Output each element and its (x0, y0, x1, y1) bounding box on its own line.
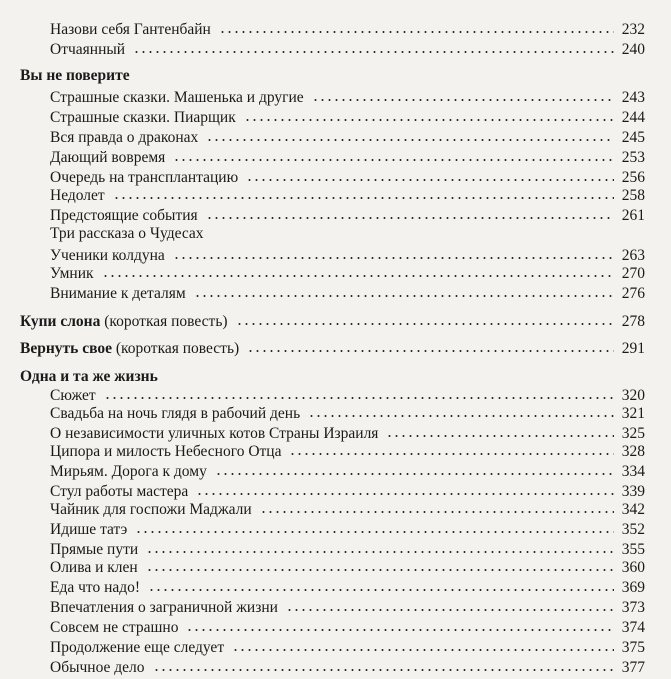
toc-title (50, 148, 165, 167)
toc-title-text: Свадьба на ночь глядя в рабочий день (50, 405, 301, 422)
toc-entry (0, 264, 671, 283)
toc-page-number: 355 (621, 541, 645, 558)
toc-title-text: Отчаянный (50, 41, 126, 58)
toc-title (50, 186, 105, 205)
toc-entry (0, 598, 671, 617)
toc-section (0, 66, 671, 85)
toc-section (0, 367, 671, 386)
dot-leader (308, 415, 614, 417)
toc-title-text: Назови себя Гантенбайн (50, 21, 211, 38)
dot-leader (289, 453, 613, 455)
dot-leader (186, 629, 613, 631)
dot-leader (246, 179, 614, 181)
toc-title (20, 339, 239, 358)
toc-title (50, 88, 304, 107)
toc-entry (0, 284, 671, 303)
toc-page-number: 276 (621, 285, 645, 302)
toc-title-text: Недолет (50, 187, 105, 204)
dot-leader (247, 350, 614, 352)
dot-leader (206, 139, 613, 141)
toc-page-number: 253 (621, 149, 645, 166)
dot-leader (232, 649, 614, 651)
toc-entry (0, 540, 671, 559)
toc-title (50, 500, 252, 519)
toc-title (50, 168, 238, 187)
toc-entry (0, 558, 671, 577)
toc-entry (0, 88, 671, 107)
toc-title-text: Очередь на трансплантацию (50, 169, 239, 186)
dot-leader (236, 323, 614, 325)
toc-title (50, 598, 278, 617)
toc-title-text: Обычное дело (50, 659, 145, 676)
toc-title-text: Вся правда о драконах (50, 129, 199, 146)
dot-leader (196, 493, 613, 495)
toc-title-text: Олива и клен (50, 559, 138, 576)
toc-page-number: 328 (621, 443, 645, 460)
toc-title-text: Продолжение еще следует (50, 639, 225, 656)
toc-title-text: Умник (50, 265, 94, 282)
toc-title (50, 482, 188, 501)
dot-leader (102, 275, 614, 277)
dot-leader (153, 669, 614, 671)
dot-leader (194, 295, 614, 297)
toc-title (50, 404, 300, 423)
toc-entry (0, 520, 671, 539)
toc-title (50, 520, 127, 539)
toc-title (50, 578, 140, 597)
dot-leader (260, 511, 614, 513)
toc-title-text: Страшные сказки. Пиарщик (50, 109, 236, 126)
toc-entry (0, 128, 671, 147)
toc-entry (0, 224, 671, 243)
toc-title (20, 66, 130, 85)
toc-page-number: 369 (621, 579, 645, 596)
toc-title-text: Идише татэ (50, 521, 128, 538)
dot-leader (173, 159, 613, 161)
toc-title (50, 558, 138, 577)
toc-title (50, 424, 378, 443)
toc-page-number: 377 (621, 659, 645, 676)
toc-title (50, 462, 207, 481)
toc-title (50, 386, 96, 405)
dot-leader (244, 119, 614, 121)
toc-title (50, 206, 198, 225)
toc-title-text: Совсем не страшно (50, 619, 179, 636)
toc-title (50, 658, 145, 677)
toc-page-number: 245 (621, 129, 645, 146)
toc-section (0, 312, 671, 331)
dot-leader (286, 609, 614, 611)
toc-entry (0, 658, 671, 677)
toc-entry (0, 500, 671, 519)
toc-title-text: Стул работы мастера (50, 483, 189, 500)
toc-title-text: Впечатления о заграничной жизни (50, 599, 278, 616)
toc-page-number: 325 (621, 425, 645, 442)
toc-section (0, 339, 671, 358)
toc-entry (0, 482, 671, 501)
toc-entry (0, 168, 671, 187)
toc-title-text: Чайник для госпожи Маджали (50, 501, 252, 518)
toc-page-number: 291 (621, 340, 645, 357)
dot-leader (386, 435, 613, 437)
dot-leader (215, 473, 614, 475)
toc-page-number: 334 (621, 463, 645, 480)
dot-leader (135, 531, 613, 533)
toc-page-number: 278 (621, 313, 645, 330)
toc-title-text: (короткая повесть) (111, 340, 240, 357)
toc-page-number: 256 (621, 169, 645, 186)
toc-page-number: 375 (621, 639, 645, 656)
toc-title (50, 284, 186, 303)
toc-title-text: Три рассказа о Чудесах (50, 225, 204, 242)
toc-page-number: 373 (621, 599, 645, 616)
toc-entry (0, 148, 671, 167)
toc-title-text: Прямые пути (50, 541, 139, 558)
toc-title-text: О независимости уличных котов Страны Израиля (50, 425, 379, 442)
toc-entry (0, 108, 671, 127)
toc-entry (0, 638, 671, 657)
toc-entry (0, 40, 671, 59)
toc-page-number: 244 (621, 109, 645, 126)
toc-title (50, 442, 281, 461)
toc-entry (0, 404, 671, 423)
toc-title (50, 638, 224, 657)
toc-entry (0, 442, 671, 461)
toc-page-number: 339 (621, 483, 645, 500)
dot-leader (219, 31, 614, 33)
toc-title (50, 40, 125, 59)
toc-title (20, 367, 158, 386)
dot-leader (146, 551, 614, 553)
toc-title-text: Мирьям. Дорога к дому (50, 463, 207, 480)
toc-page-number: 374 (621, 619, 645, 636)
toc-page-number: 261 (621, 207, 645, 224)
toc-title-text: Дающий вовремя (50, 149, 166, 166)
toc-title-text: Страшные сказки. Машенька и другие (50, 89, 304, 106)
toc-title (20, 312, 228, 331)
toc-title-text: (короткая повесть) (100, 313, 228, 330)
dot-leader (113, 197, 614, 199)
toc-title (50, 540, 138, 559)
toc-entry (0, 246, 671, 265)
toc-title (50, 618, 178, 637)
toc-page-number: 232 (621, 21, 645, 38)
toc-section-title: Вернуть свое (20, 340, 112, 357)
dot-leader (133, 51, 614, 53)
toc-title-text: Предстоящие события (50, 207, 198, 224)
toc-entry (0, 20, 671, 39)
toc-title-text: Еда что надо! (50, 579, 141, 596)
toc-title-text: Ципора и милость Небесного Отца (50, 443, 282, 460)
toc-page-number: 243 (621, 89, 645, 106)
toc-title (50, 128, 198, 147)
toc-title (50, 224, 204, 243)
toc-page-number: 360 (621, 559, 645, 576)
toc-title (50, 264, 94, 283)
toc-section-title: Купи слона (20, 313, 101, 330)
toc-title (50, 246, 165, 265)
toc-section-title: Одна и та же жизнь (20, 368, 158, 385)
toc-page-number: 258 (621, 187, 645, 204)
toc-page-number: 352 (621, 521, 645, 538)
toc-page-number: 321 (621, 405, 645, 422)
dot-leader (104, 397, 614, 399)
toc-entry (0, 578, 671, 597)
toc-title (50, 108, 236, 127)
toc-entry (0, 424, 671, 443)
toc-title-text: Внимание к деталям (50, 285, 186, 302)
dot-leader (148, 589, 614, 591)
toc-page-number: 342 (621, 501, 645, 518)
toc-page-number: 270 (621, 265, 645, 282)
toc-title (50, 20, 211, 39)
toc-page-number: 240 (621, 41, 645, 58)
toc-title-text: Ученики колдуна (50, 247, 165, 264)
toc-title-text: Сюжет (50, 387, 96, 404)
toc-entry (0, 386, 671, 405)
toc-entry (0, 618, 671, 637)
dot-leader (146, 569, 614, 571)
toc-entry (0, 206, 671, 225)
dot-leader (206, 217, 614, 219)
dot-leader (312, 99, 614, 101)
toc-entry (0, 462, 671, 481)
toc-section-title: Вы не поверите (20, 67, 130, 84)
dot-leader (173, 257, 614, 259)
toc-page-number: 263 (621, 247, 645, 264)
toc-entry (0, 186, 671, 205)
toc-page-number: 320 (621, 387, 645, 404)
